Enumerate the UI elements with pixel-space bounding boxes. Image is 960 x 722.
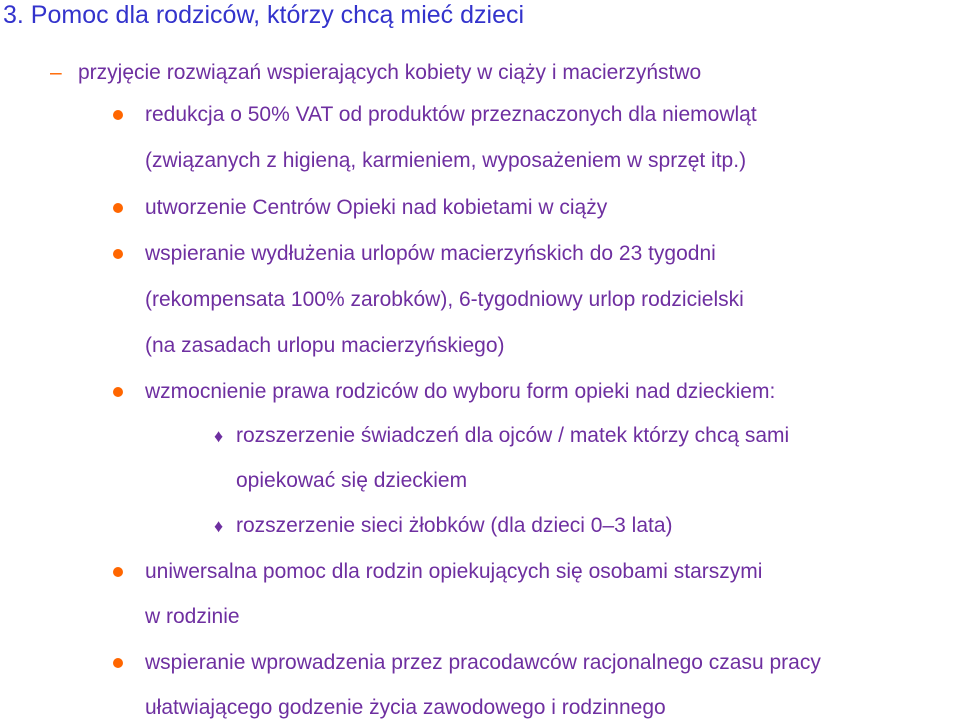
bullet-dot-icon bbox=[113, 203, 123, 213]
bullet-text: wspieranie wprowadzenia przez pracodawców racjonalnego czasu pracy bbox=[145, 651, 821, 674]
bullet-text: redukcja o 50% VAT od produktów przeznaczonych dla niemowląt bbox=[145, 103, 757, 126]
dash-marker: – bbox=[50, 61, 62, 84]
bullet-text: ułatwiającego godzenie życia zawodowego i rodzinnego bbox=[145, 696, 666, 719]
diamond-bullet-icon: ♦ bbox=[214, 516, 224, 536]
bullet-text: wzmocnienie prawa rodziców do wyboru form opieki nad dzieckiem: bbox=[145, 380, 776, 403]
diamond-bullet-icon: ♦ bbox=[214, 426, 224, 446]
bullet-dot-icon bbox=[113, 658, 123, 668]
bullet-text: (na zasadach urlopu macierzyńskiego) bbox=[145, 334, 505, 357]
bullet-text: (związanych z higieną, karmieniem, wyposażeniem w sprzęt itp.) bbox=[145, 149, 747, 172]
bullet-dot-icon bbox=[113, 567, 123, 577]
main-point-text: przyjęcie rozwiązań wspierających kobiety w ciąży i macierzyństwo bbox=[78, 61, 702, 84]
bullet-text: w rodzinie bbox=[145, 605, 240, 628]
bullet-text: uniwersalna pomoc dla rodzin opiekujących się osobami starszymi bbox=[145, 560, 763, 583]
bullet-text: utworzenie Centrów Opieki nad kobietami w ciąży bbox=[145, 196, 608, 219]
bullet-dot-icon bbox=[113, 249, 123, 259]
bullet-dot-icon bbox=[113, 110, 123, 120]
sub-item-text: opiekować się dzieckiem bbox=[236, 469, 468, 492]
sub-item-text: rozszerzenie świadczeń dla ojców / matek którzy chcą sami bbox=[236, 424, 790, 447]
sub-item-text: rozszerzenie sieci żłobków (dla dzieci 0–3 lata) bbox=[236, 514, 673, 537]
bullet-text: (rekompensata 100% zarobków), 6-tygodniowy urlop rodzicielski bbox=[145, 288, 744, 311]
bullet-text: wspieranie wydłużenia urlopów macierzyńskich do 23 tygodni bbox=[145, 242, 716, 265]
bullet-dot-icon bbox=[113, 387, 123, 397]
slide-title: 3. Pomoc dla rodziców, którzy chcą mieć dzieci bbox=[3, 1, 525, 29]
